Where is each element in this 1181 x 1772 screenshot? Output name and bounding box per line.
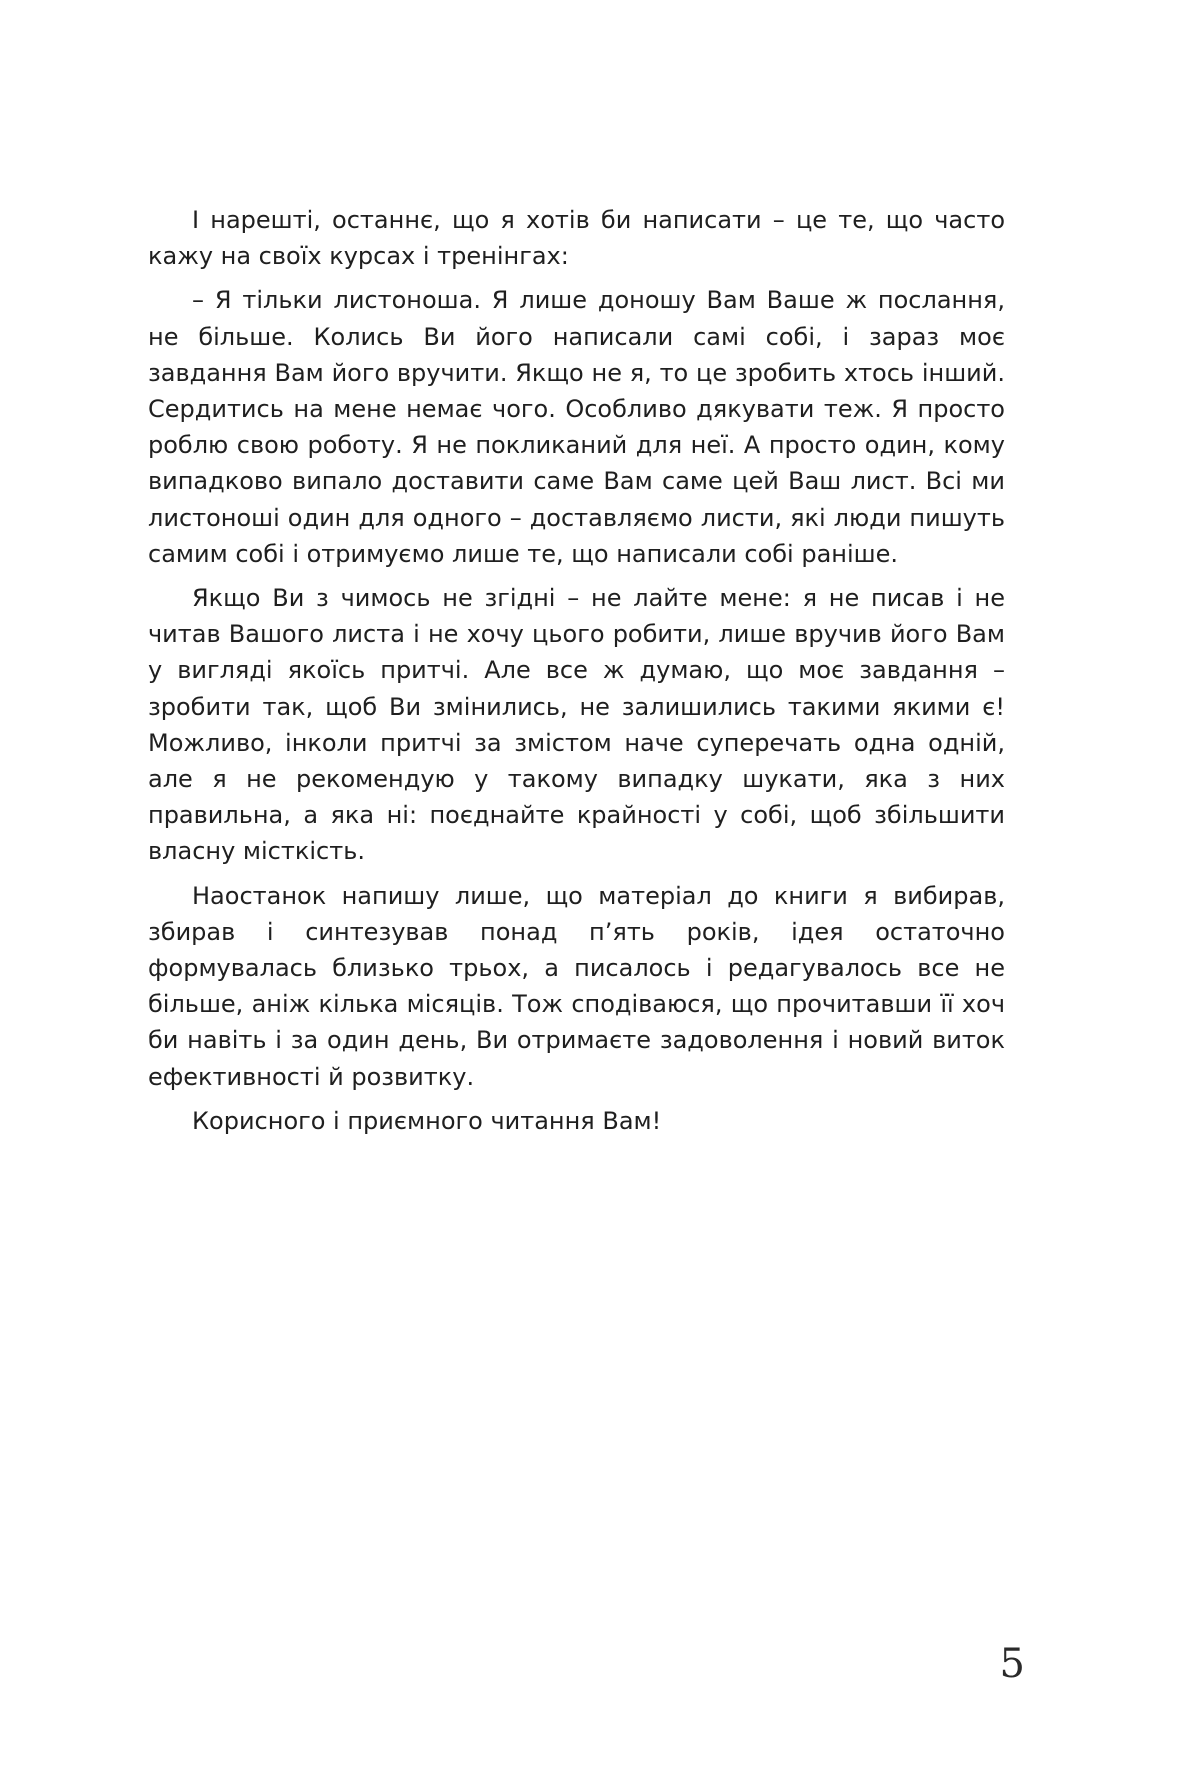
paragraph-wishes: Корисного і приємного читання Вам! (192, 1106, 662, 1135)
body-text (148, 202, 1005, 1147)
page-number: 5 (999, 1641, 1025, 1687)
paragraph-closing-thought: І нарешті, останнє, що я хотів би написати – це те, що часто кажу на своїх курсах і тренінгах: (148, 206, 1005, 271)
paragraph-disagreement: Якщо Ви з чимось не згідні – не лайте мене: я не писав і не читав Вашого листа і не хочу цього робити, лише вручив його Вам у вигляді якоїсь притчі. Але все ж думаю, що моє завдання – зробити так, щоб Ви змінились, не залишились такими якими є! Можливо, інколи притчі за змістом наче суперечать одна одній, але я не рекомендую у такому випадку шукати, яка з них правильна, а яка ні: поєднайте крайності у собі, щоб збільшити власну місткість. (148, 584, 1005, 866)
paragraph-postman: – Я тільки листоноша. Я лише доношу Вам Ваше ж послання, не більше. Колись Ви його написали самі собі, і зараз моє завдання Вам його вручити. Якщо не я, то це зробить хтось інший. Сердитись на мене немає чого. Особливо дякувати теж. Я просто роблю свою роботу. Я не покликаний для неї. А просто один, кому випадково випало доставити саме Вам саме цей Ваш лист. Всі ми листоноші один для одного – доставляємо листи, які люди пишуть самим собі і отримуємо лише те, що написали собі раніше. (148, 286, 1005, 568)
paragraph-material: Наостанок напишу лише, що матеріал до книги я вибирав, збирав і синтезував понад п’ять років, ідея остаточно формувалась близько трьох, а писалось і редагувалось все не більше, аніж кілька місяців. Тож сподіваюся, що прочитавши її хоч би навіть і за один день, Ви отримаєте задоволення і новий виток ефективності й розвитку. (148, 881, 1005, 1091)
